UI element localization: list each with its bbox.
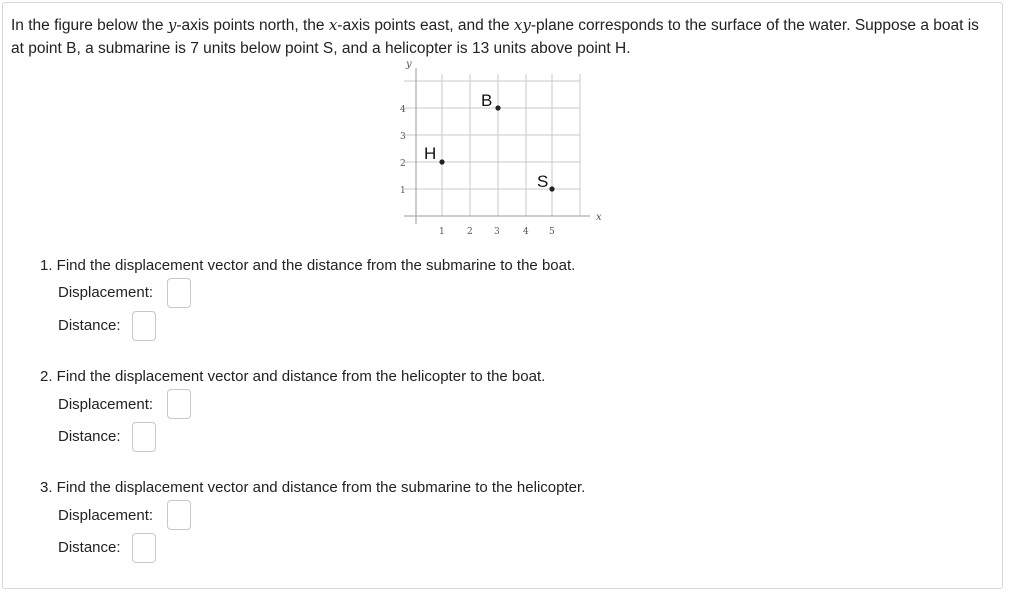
x-tick-label: 3	[494, 227, 500, 236]
point-s-marker	[549, 186, 554, 191]
point-b-marker	[495, 105, 500, 110]
problem-statement: In the figure below the y-axis points north, the x-axis points east, and the xy-plane corresponds to the surface of the water. Suppose a boat is at point B, a submarine is 7 units below point S, and a helicopter is 13 units above point H.	[11, 16, 979, 57]
question-2-text: 2. Find the displacement vector and distance from the helicopter to the boat.	[40, 368, 546, 385]
question-3-distance-input[interactable]	[132, 533, 156, 563]
point-h-label: H	[424, 144, 437, 163]
question-3-displacement-input[interactable]	[167, 500, 191, 530]
y-tick-label: 3	[400, 132, 406, 142]
point-b-label: B	[481, 91, 493, 110]
x-tick-label: 5	[549, 227, 555, 236]
x-tick-label: 4	[523, 227, 529, 236]
coordinate-grid	[388, 54, 613, 236]
question-3-text: 3. Find the displacement vector and distance from the submarine to the helicopter.	[40, 479, 586, 496]
coordinate-figure	[388, 54, 613, 241]
y-tick-label: 1	[400, 186, 406, 196]
question-1-distance-input[interactable]	[132, 311, 156, 341]
question-2-distance-label: Distance:	[58, 428, 121, 445]
x-tick-label: 2	[467, 227, 473, 236]
question-2-displacement-input[interactable]	[167, 389, 191, 419]
question-3-displacement-label: Displacement:	[58, 507, 154, 524]
question-1-displacement-label: Displacement:	[58, 284, 154, 301]
point-s-label: S	[537, 172, 549, 191]
question-2-distance-input[interactable]	[132, 422, 156, 452]
x-axis-label: x	[596, 212, 602, 223]
y-tick-label: 2	[400, 159, 406, 169]
point-h-marker	[439, 159, 444, 164]
question-3-distance-label: Distance:	[58, 539, 121, 556]
y-axis-label: y	[406, 59, 412, 70]
x-tick-label: 1	[439, 227, 445, 236]
question-1-text: 1. Find the displacement vector and the distance from the submarine to the boat.	[40, 257, 576, 274]
question-1-distance-label: Distance:	[58, 317, 121, 334]
y-tick-label: 4	[400, 105, 406, 115]
question-2-displacement-label: Displacement:	[58, 396, 154, 413]
question-1-displacement-input[interactable]	[167, 278, 191, 308]
